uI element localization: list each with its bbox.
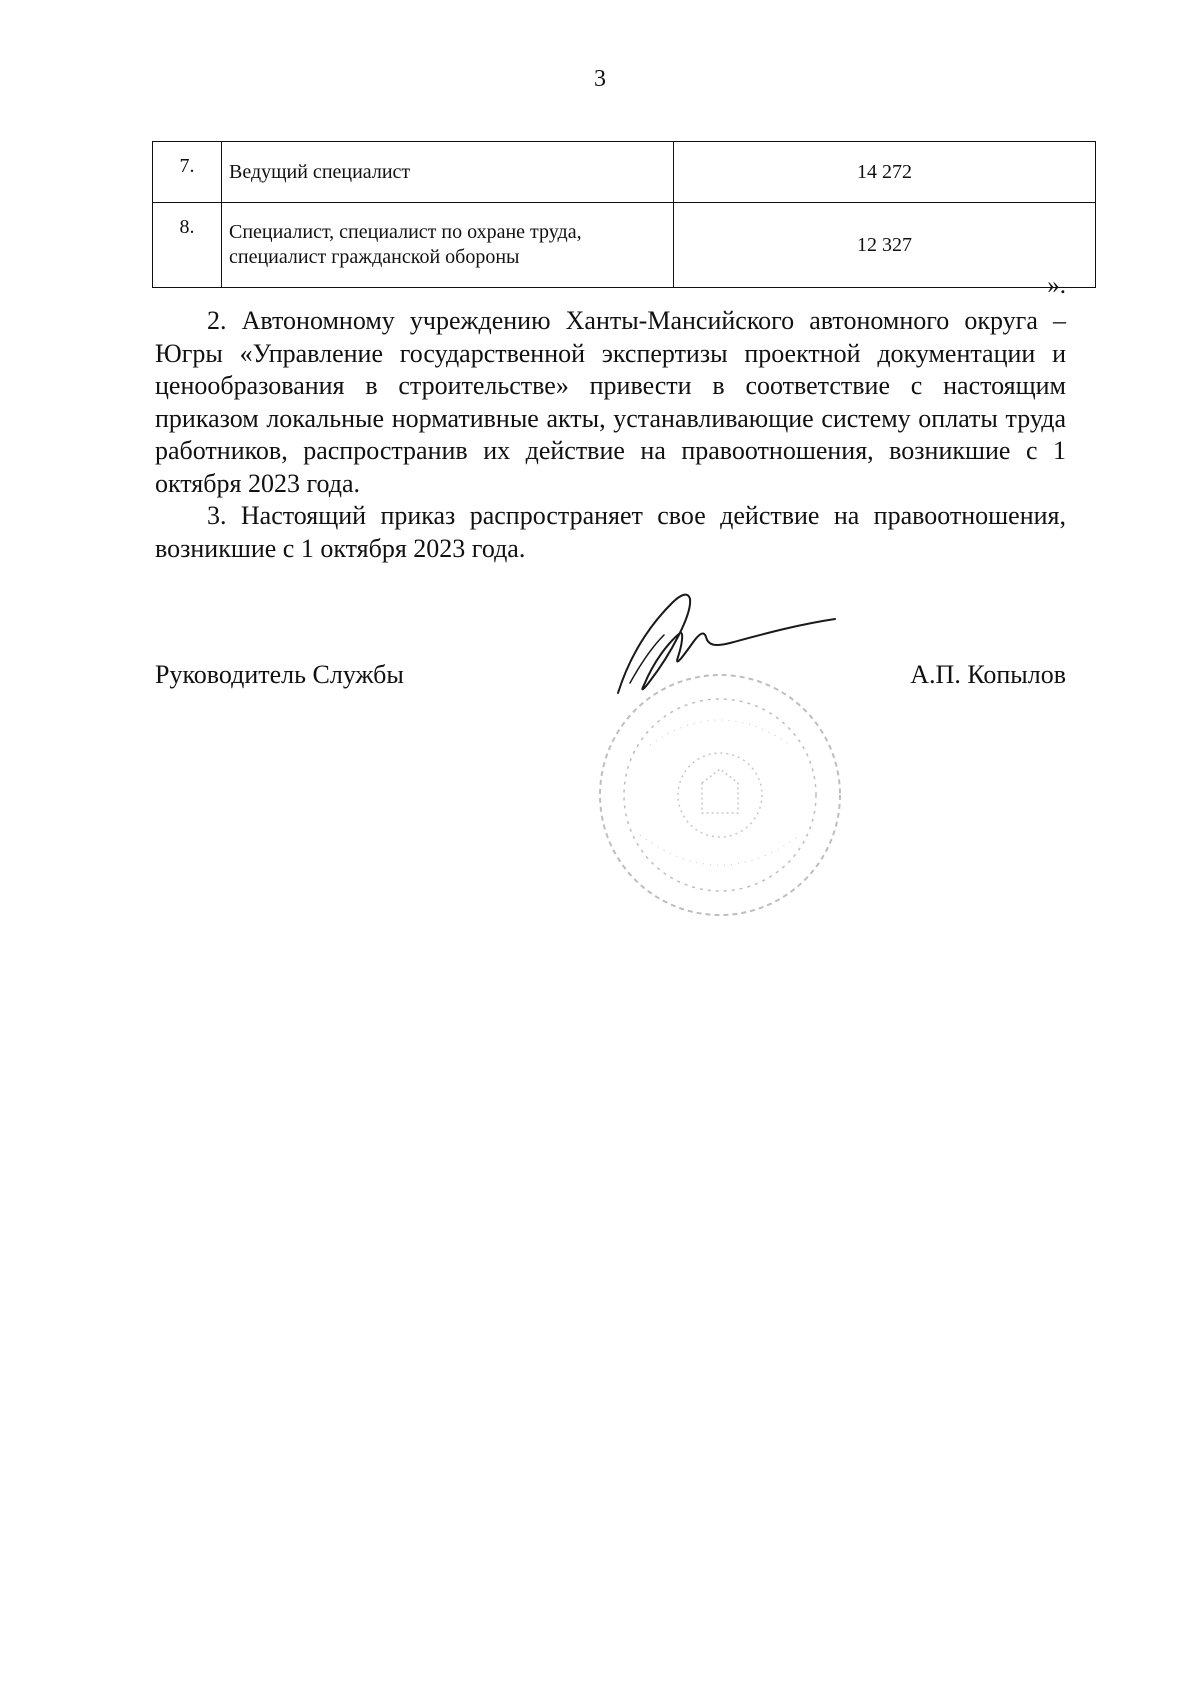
paragraph-2: 2. Автономному учреждению Ханты-Мансийского автономного округа – Югры «Управление государственной экспертизы проектной документации и ценообразования в строительстве» привести в соответствие с настоящим приказом локальные нормативные акты, устанавливающие систему оплаты труда работников, распространив их действие на правоотношения, возникшие с 1 октября 2023 года. (155, 306, 1066, 498)
salary-value: 14 272 (674, 142, 1096, 203)
row-number: 8. (153, 203, 222, 288)
salary-table (152, 141, 1096, 288)
table-row (153, 203, 1096, 288)
row-number: 7. (153, 142, 222, 203)
position-name: Специалист, специалист по охране труда, специалист гражданской обороны (222, 203, 674, 288)
handwritten-signature-icon (610, 585, 840, 705)
paragraph-3: 3. Настоящий приказ распространяет свое действие на правоотношения, возникшие с 1 октября 2023 года. (155, 501, 1066, 563)
closing-quote: ». (1047, 272, 1066, 299)
table-row (153, 142, 1096, 203)
signatory-title: Руководитель Службы (155, 660, 404, 689)
position-name: Ведущий специалист (222, 142, 674, 203)
salary-value: 12 327 (674, 203, 1096, 288)
page-number: 3 (594, 66, 606, 92)
signatory-name: А.П. Копылов (910, 660, 1066, 689)
